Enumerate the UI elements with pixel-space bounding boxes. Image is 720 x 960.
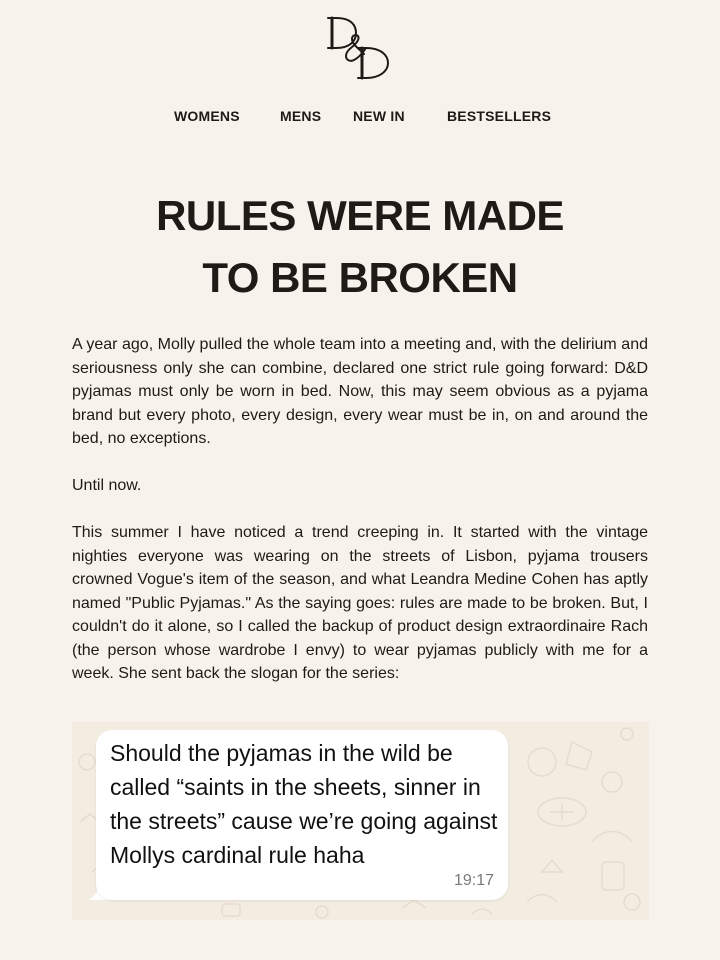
chat-message-time: 19:17 <box>453 872 494 889</box>
article-body <box>72 333 648 709</box>
nav-womens[interactable]: WOMENS <box>174 108 240 124</box>
chat-message-bubble <box>96 730 508 900</box>
dd-monogram-logo[interactable] <box>322 14 394 82</box>
headline-line-2: TO BE BROKEN <box>202 254 518 301</box>
main-nav <box>0 108 720 130</box>
nav-mens[interactable]: MENS <box>280 108 322 124</box>
article-paragraph: Until now. <box>72 477 142 494</box>
chat-screenshot <box>72 722 649 920</box>
nav-new-in[interactable]: NEW IN <box>353 108 405 124</box>
article-paragraph: A year ago, Molly pulled the whole team into a meeting and, with the delirium and seriousness only she can combine, declared one strict rule going forward: D&D pyjamas must only be worn in bed. Now, this may seem obvious as a pyjama brand but every photo, every design, every wear must be in, on and around the bed, no exceptions. <box>72 336 648 447</box>
article-paragraph: This summer I have noticed a trend creeping in. It started with the vintage nighties everyone was wearing on the streets of Lisbon, pyjama trousers crowned Vogue's item of the season, and what Leandra Medine Cohen has aptly named "Public Pyjamas." As the saying goes: rules are made to be broken. But, I couldn't do it alone, so I called the backup of product design extraordinaire Rach (the person whose wardrobe I envy) to wear pyjamas publicly with me for a week. She sent back the slogan for the series: <box>72 524 648 682</box>
headline-line-1: RULES WERE MADE <box>156 192 564 239</box>
article-headline <box>0 185 720 309</box>
chat-message-text: Should the pyjamas in the wild be called “saints in the sheets, sinner in the streets” cause we’re going against Mollys cardinal rule haha <box>110 740 498 868</box>
nav-bestsellers[interactable]: BESTSELLERS <box>447 108 552 124</box>
